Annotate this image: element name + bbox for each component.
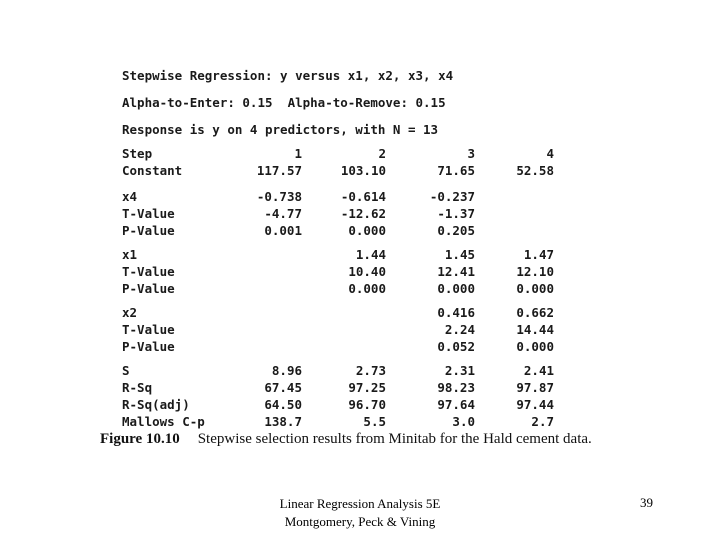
footer-line-1: Linear Regression Analysis 5E bbox=[279, 496, 441, 511]
table-cell: 2.41 bbox=[523, 363, 554, 378]
row-label: P-Value bbox=[122, 223, 175, 238]
table-row bbox=[122, 264, 582, 280]
table-cell: 2.31 bbox=[444, 363, 475, 378]
minitab-output bbox=[122, 68, 582, 428]
row-label: Step bbox=[122, 146, 153, 161]
row-label: x1 bbox=[122, 247, 138, 262]
table-cell: 103.10 bbox=[340, 163, 386, 178]
table-cell: 117.57 bbox=[256, 163, 302, 178]
table-row bbox=[122, 363, 582, 379]
table-cell: -0.614 bbox=[340, 189, 386, 204]
row-label: Constant bbox=[122, 163, 183, 178]
table-cell: 52.58 bbox=[516, 163, 554, 178]
table-cell: 98.23 bbox=[437, 380, 475, 395]
table-row bbox=[122, 281, 582, 297]
table-cell: 64.50 bbox=[264, 397, 302, 412]
row-label: x4 bbox=[122, 189, 138, 204]
table-cell: 97.87 bbox=[516, 380, 554, 395]
table-cell: -0.237 bbox=[429, 189, 475, 204]
table-row bbox=[122, 414, 582, 430]
slide-footer bbox=[230, 495, 490, 531]
table-cell: 71.65 bbox=[437, 163, 475, 178]
output-title: Stepwise Regression: y versus x1, x2, x3, x4 bbox=[122, 68, 454, 83]
table-row bbox=[122, 339, 582, 355]
row-label: Mallows C-p bbox=[122, 414, 205, 429]
table-cell: 0.205 bbox=[437, 223, 475, 238]
page-number: 39 bbox=[640, 495, 653, 510]
alpha-settings: Alpha-to-Enter: 0.15 Alpha-to-Remove: 0.15 bbox=[122, 95, 446, 110]
figure-caption bbox=[100, 431, 592, 448]
table-cell: 96.70 bbox=[348, 397, 386, 412]
row-label: T-Value bbox=[122, 322, 175, 337]
response-description: Response is y on 4 predictors, with N = 13 bbox=[122, 122, 439, 137]
table-cell: 1.47 bbox=[523, 247, 554, 262]
table-cell: 12.10 bbox=[516, 264, 554, 279]
row-label: P-Value bbox=[122, 281, 175, 296]
table-row bbox=[122, 322, 582, 338]
table-cell: -12.62 bbox=[340, 206, 386, 221]
table-row bbox=[122, 206, 582, 222]
figure-label: Figure 10.10 bbox=[100, 431, 180, 447]
table-cell: 0.000 bbox=[348, 281, 386, 296]
table-cell: 1 bbox=[294, 146, 302, 161]
table-cell: 0.662 bbox=[516, 305, 554, 320]
table-cell: 0.000 bbox=[516, 281, 554, 296]
table-cell: 67.45 bbox=[264, 380, 302, 395]
footer-line-2: Montgomery, Peck & Vining bbox=[284, 514, 436, 529]
table-row bbox=[122, 163, 582, 179]
table-cell: 0.052 bbox=[437, 339, 475, 354]
table-row bbox=[122, 223, 582, 239]
table-cell: 1.45 bbox=[444, 247, 475, 262]
row-label: R-Sq(adj) bbox=[122, 397, 190, 412]
table-cell: 97.44 bbox=[516, 397, 554, 412]
table-cell: 2.24 bbox=[444, 322, 475, 337]
table-cell: 0.001 bbox=[264, 223, 302, 238]
table-cell: 138.7 bbox=[264, 414, 302, 429]
row-label: T-Value bbox=[122, 206, 175, 221]
table-cell: 1.44 bbox=[355, 247, 386, 262]
table-cell: 0.000 bbox=[437, 281, 475, 296]
table-cell: 2.73 bbox=[355, 363, 386, 378]
table-cell: 12.41 bbox=[437, 264, 475, 279]
table-cell: 5.5 bbox=[363, 414, 386, 429]
table-cell: 97.25 bbox=[348, 380, 386, 395]
table-cell: 97.64 bbox=[437, 397, 475, 412]
row-label: S bbox=[122, 363, 130, 378]
table-cell: 3.0 bbox=[452, 414, 475, 429]
table-row bbox=[122, 397, 582, 413]
caption-text: Stepwise selection results from Minitab for the Hald cement data. bbox=[197, 431, 592, 447]
table-row bbox=[122, 247, 582, 263]
table-cell: -1.37 bbox=[437, 206, 475, 221]
table-cell: 3 bbox=[467, 146, 475, 161]
table-cell: 14.44 bbox=[516, 322, 554, 337]
table-cell: 10.40 bbox=[348, 264, 386, 279]
table-cell: 2 bbox=[378, 146, 386, 161]
row-label: P-Value bbox=[122, 339, 175, 354]
table-cell: -0.738 bbox=[256, 189, 302, 204]
row-label: T-Value bbox=[122, 264, 175, 279]
table-row bbox=[122, 189, 582, 205]
table-cell: 0.000 bbox=[516, 339, 554, 354]
table-row bbox=[122, 146, 582, 162]
table-cell: 0.000 bbox=[348, 223, 386, 238]
table-row bbox=[122, 380, 582, 396]
table-row bbox=[122, 305, 582, 321]
table-cell: -4.77 bbox=[264, 206, 302, 221]
row-label: x2 bbox=[122, 305, 138, 320]
table-cell: 0.416 bbox=[437, 305, 475, 320]
table-cell: 8.96 bbox=[271, 363, 302, 378]
table-cell: 2.7 bbox=[531, 414, 554, 429]
table-cell: 4 bbox=[546, 146, 554, 161]
row-label: R-Sq bbox=[122, 380, 153, 395]
